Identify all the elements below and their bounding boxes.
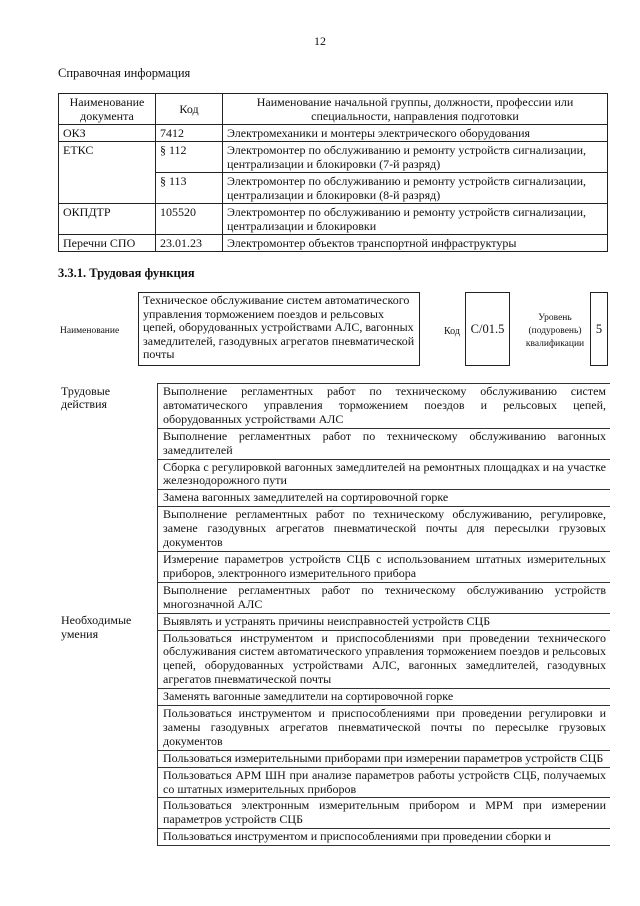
duty-item: Замена вагонных замедлителей на сортировочной горке — [158, 490, 611, 507]
cell-doc: ЕТКС — [59, 142, 156, 204]
table-row — [59, 235, 608, 252]
skill-item: Пользоваться инструментом и приспособлениями при проведении регулировки и замены газодувных агрегатов пневматической почты по пересылке грузовых документов — [158, 706, 611, 751]
skills-label: Необходимые умения — [61, 613, 132, 641]
table-row — [58, 384, 610, 429]
skill-item: Пользоваться электронным измерительным прибором и МРМ при измерении параметров устройств СЦБ — [158, 798, 611, 829]
reference-title: Справочная информация — [58, 66, 191, 80]
cell-name: Электромонтер по обслуживанию и ремонту устройств сигнализации, централизации и блокировки (7-й разряд) — [223, 142, 608, 173]
function-level: 5 — [590, 292, 608, 366]
cell-code: 7412 — [156, 125, 223, 142]
header-name: Наименование начальной группы, должности, профессии или специальности, направления подготовки — [223, 94, 608, 125]
reference-header-row — [59, 94, 608, 125]
function-name: Техническое обслуживание систем автоматического управления торможением поездов и рельсовых цепей, оборудованных устройствами АЛС, вагонных замедлителей, газодувных агрегатов пневматической почты — [138, 292, 420, 366]
cell-name: Электромеханики и монтеры электрического оборудования — [223, 125, 608, 142]
skill-item: Пользоваться АРМ ШН при анализе параметров работы устройств СЦБ, получаемых со штатных измерительных приборов — [158, 767, 611, 798]
duties-skills-table — [58, 383, 610, 846]
duties-label: Трудовые действия — [61, 383, 111, 412]
table-row — [59, 125, 608, 142]
cell-name: Электромонтер по обслуживанию и ремонту устройств сигнализации, централизации и блокировки — [223, 204, 608, 235]
cell-code: 23.01.23 — [156, 235, 223, 252]
skill-item: Пользоваться измерительными приборами при измерении параметров устройств СЦБ — [158, 750, 611, 767]
skill-item: Пользоваться инструментом и приспособлениями при проведении сборки и — [158, 829, 611, 846]
cell-doc: ОКЗ — [59, 125, 156, 142]
function-code-label: Код — [444, 326, 460, 337]
cell-code: 105520 — [156, 204, 223, 235]
function-name-label: Наименование — [60, 326, 120, 336]
function-block — [58, 292, 610, 366]
duty-item: Выполнение регламентных работ по техническому обслуживанию, регулировке, замене газодувных агрегатов пневматической почты для пересылки грузовых документов — [158, 507, 611, 552]
duty-item: Измерение параметров устройств СЦБ с использованием штатных измерительных приборов, электронного измерительного прибора — [158, 551, 611, 582]
header-code: Код — [156, 94, 223, 125]
duty-item: Выполнение регламентных работ по техническому обслуживанию систем автоматического управления торможением поездов и рельсовых цепей, оборудованных устройствами АЛС — [158, 384, 611, 429]
skill-item: Выявлять и устранять причины неисправностей устройств СЦБ — [158, 613, 611, 630]
cell-name: Электромонтер объектов транспортной инфраструктуры — [223, 235, 608, 252]
duty-item: Выполнение регламентных работ по техническому обслуживанию устройств многозначной АЛС — [158, 582, 611, 613]
cell-code: § 112 — [156, 142, 223, 173]
skill-item: Заменять вагонные замедлители на сортировочной горке — [158, 689, 611, 706]
reference-table — [58, 93, 608, 252]
duty-item: Сборка с регулировкой вагонных замедлителей на ремонтных площадках и на участке железнодорожного пути — [158, 459, 611, 490]
skill-item: Пользоваться инструментом и приспособлениями при проведении технического обслуживания систем автоматического управления торможением поездов и рельсовых цепей, оборудованных устройствами АЛС, вагонных замедлителей, газодувных агрегатов пневматической почты — [158, 630, 611, 689]
cell-doc: Перечни СПО — [59, 235, 156, 252]
cell-code: § 113 — [156, 173, 223, 204]
table-row — [59, 204, 608, 235]
function-level-label: Уровень (подуровень) квалификации — [525, 313, 585, 349]
table-row — [59, 142, 608, 173]
header-document: Наименование документа — [59, 94, 156, 125]
cell-doc: ОКПДТР — [59, 204, 156, 235]
cell-name: Электромонтер по обслуживанию и ремонту устройств сигнализации, централизации и блокировки (8-й разряд) — [223, 173, 608, 204]
duty-item: Выполнение регламентных работ по техническому обслуживанию вагонных замедлителей — [158, 428, 611, 459]
table-row — [58, 613, 610, 630]
function-code: С/01.5 — [465, 292, 510, 366]
page-number: 12 — [314, 34, 326, 48]
section-heading: 3.3.1. Трудовая функция — [58, 266, 195, 280]
